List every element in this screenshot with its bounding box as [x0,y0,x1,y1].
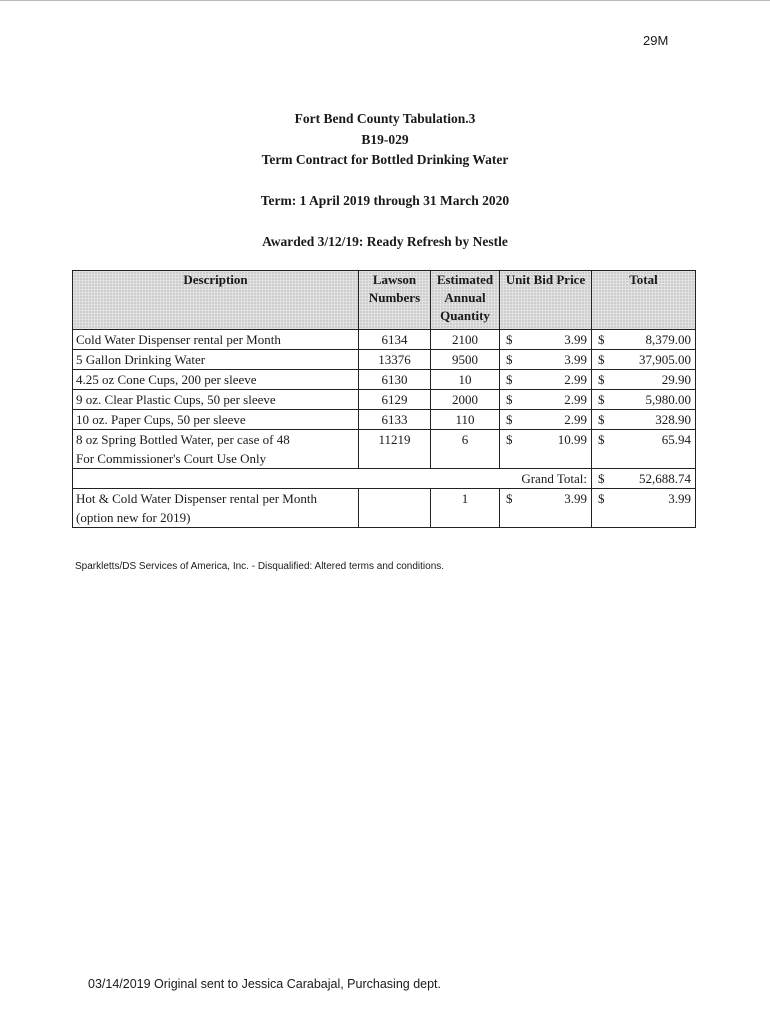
estimated-quantity: 10 [431,370,500,390]
table-row [73,430,696,469]
line-total [592,350,696,370]
currency-symbol: $ [598,432,605,447]
option-description-note: (option new for 2019) [76,510,191,525]
currency-symbol: $ [598,491,605,506]
estimated-quantity: 6 [431,430,500,469]
line-total-value: 29.90 [661,372,691,387]
header-unit-bid-price: Unit Bid Price [500,271,592,330]
lawson-number: 6130 [359,370,431,390]
unit-price-value: 2.99 [564,372,587,387]
currency-symbol: $ [598,332,605,347]
table-header-row [73,271,696,330]
option-unit-price [500,489,592,528]
header-description: Description [73,271,359,330]
currency-symbol: $ [598,471,605,486]
header-lawson-numbers: Lawson Numbers [359,271,431,330]
currency-symbol: $ [598,372,605,387]
unit-price-value: 3.99 [564,332,587,347]
table-row [73,370,696,390]
line-total-value: 37,905.00 [639,352,691,367]
item-description: 5 Gallon Drinking Water [73,350,359,370]
currency-symbol: $ [506,392,513,407]
unit-price [500,350,592,370]
line-total [592,410,696,430]
option-total [592,489,696,528]
estimated-quantity: 2100 [431,330,500,350]
table-row [73,390,696,410]
contract-title: Term Contract for Bottled Drinking Water [261,152,509,167]
currency-symbol: $ [598,352,605,367]
unit-price [500,330,592,350]
option-total-value: 3.99 [668,491,691,506]
table-row [73,330,696,350]
currency-symbol: $ [506,372,513,387]
unit-price [500,390,592,410]
footer-note: 03/14/2019 Original sent to Jessica Carabajal, Purchasing dept. [88,977,441,991]
header-estimated-quantity: Estimated Annual Quantity [431,271,500,330]
lawson-number: 6134 [359,330,431,350]
line-total-value: 5,980.00 [645,392,691,407]
table-row [73,410,696,430]
item-description: 4.25 oz Cone Cups, 200 per sleeve [73,370,359,390]
currency-symbol: $ [598,392,605,407]
bid-tabulation-table [72,270,696,528]
scan-edge [0,0,770,1]
contract-term: Term: 1 April 2019 through 31 March 2020 [260,193,510,208]
item-description-note: For Commissioner's Court Use Only [76,451,267,466]
lawson-number: 6129 [359,390,431,410]
item-description: 10 oz. Paper Cups, 50 per sleeve [73,410,359,430]
line-total-value: 8,379.00 [645,332,691,347]
lawson-number: 6133 [359,410,431,430]
line-total [592,330,696,350]
disqualification-note: Sparkletts/DS Services of America, Inc. - Disqualified: Altered terms and conditions. [75,561,445,572]
estimated-quantity: 110 [431,410,500,430]
currency-symbol: $ [506,332,513,347]
item-description [73,430,359,469]
item-description: 9 oz. Clear Plastic Cups, 50 per sleeve [73,390,359,410]
unit-price [500,370,592,390]
table-row [73,350,696,370]
unit-price-value: 2.99 [564,412,587,427]
header-total: Total [592,271,696,330]
estimated-quantity: 2000 [431,390,500,410]
lawson-number: 13376 [359,350,431,370]
lawson-number: 11219 [359,430,431,469]
line-total [592,370,696,390]
grand-total-label: Grand Total: [73,469,592,489]
unit-price [500,410,592,430]
grand-total-row [73,469,696,489]
option-unit-price-value: 3.99 [564,491,587,506]
unit-price-value: 3.99 [564,352,587,367]
line-total-value: 65.94 [661,432,691,447]
unit-price-value: 2.99 [564,392,587,407]
option-lawson-number [359,489,431,528]
option-row [73,489,696,528]
award-line: Awarded 3/12/19: Ready Refresh by Nestle [262,234,508,249]
currency-symbol: $ [506,352,513,367]
grand-total [592,469,696,489]
currency-symbol: $ [506,432,513,447]
unit-price [500,430,592,469]
unit-price-value: 10.99 [557,432,587,447]
currency-symbol: $ [506,412,513,427]
item-description-text: 8 oz Spring Bottled Water, per case of 48 [76,432,290,447]
line-total [592,390,696,410]
estimated-quantity: 9500 [431,350,500,370]
currency-symbol: $ [506,491,513,506]
line-total-value: 328.90 [655,412,691,427]
grand-total-value: 52,688.74 [639,471,691,486]
line-total [592,430,696,469]
currency-symbol: $ [598,412,605,427]
bid-number: B19-029 [361,132,409,147]
item-description: Cold Water Dispenser rental per Month [73,330,359,350]
option-description-text: Hot & Cold Water Dispenser rental per Month [76,491,317,506]
document-title: Fort Bend County Tabulation.3 [294,111,476,126]
option-quantity: 1 [431,489,500,528]
option-description [73,489,359,528]
page-number: 29M [643,33,669,48]
